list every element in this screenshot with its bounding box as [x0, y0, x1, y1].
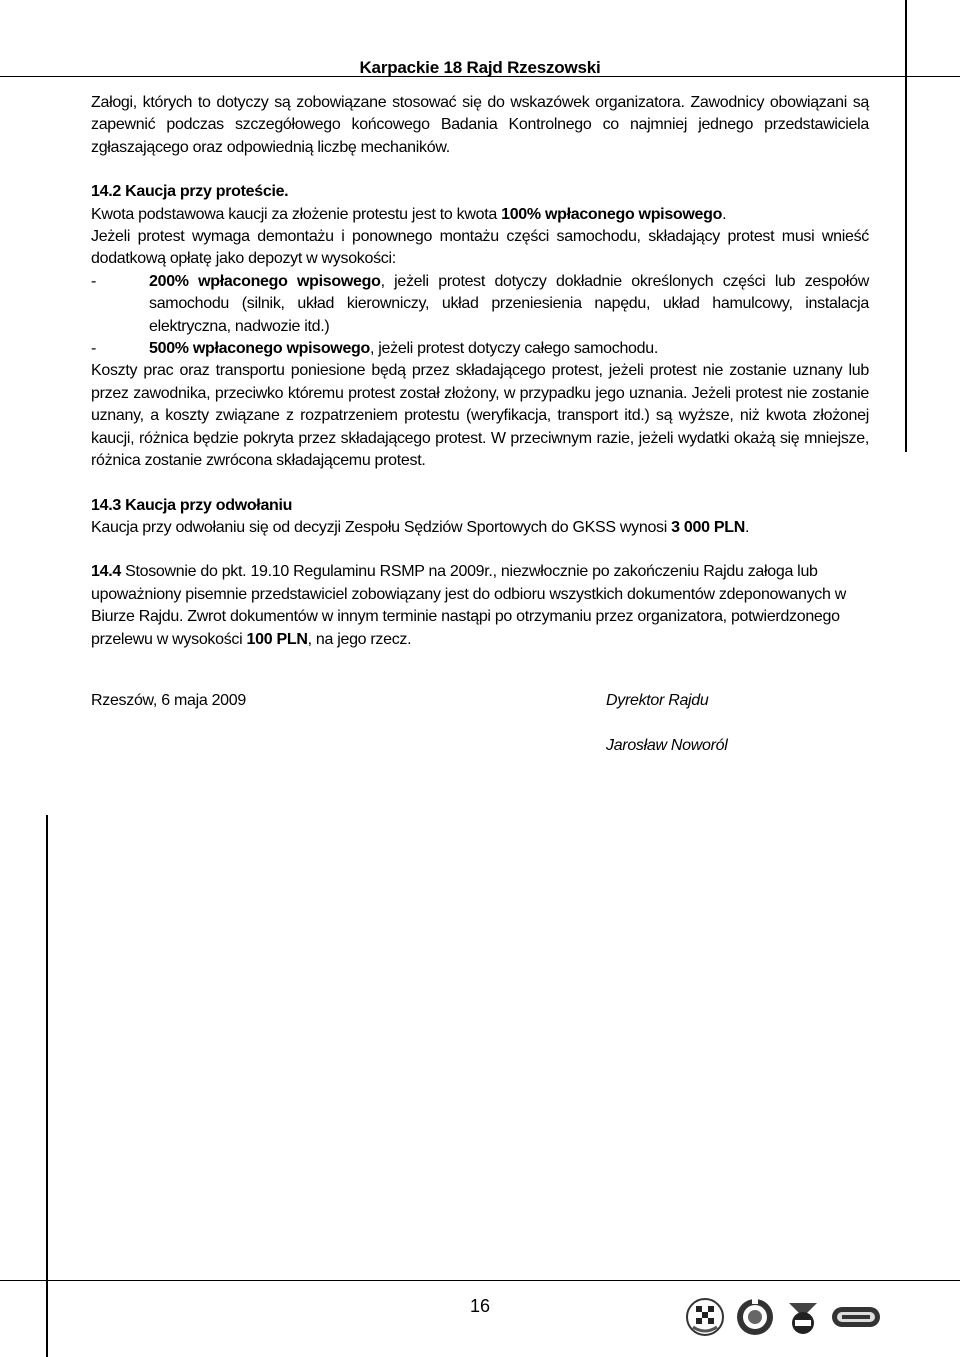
section-14-2-line1: Kwota podstawowa kaucji za złożenie protestu jest to kwota 100% wpłaconego wpisowego.: [91, 205, 727, 223]
footer-rule: [0, 1280, 960, 1281]
page-number: 16: [469, 1296, 491, 1316]
bullet-dash: -: [91, 272, 97, 290]
club-seal-logo: [735, 1297, 775, 1337]
document-header-title: Karpackie 18 Rajd Rzeszowski: [359, 58, 601, 77]
section-14-2-heading: 14.2 Kaucja przy proteście.: [91, 183, 289, 201]
bottom-left-vertical-line: [46, 815, 48, 1357]
section-14-3-text: Kaucja przy odwołaniu się od decyzji Zespołu Sędziów Sportowych do GKSS wynosi 3 000 PLN.: [91, 518, 750, 536]
bullet-item: [91, 271, 869, 338]
bullet-item: [91, 338, 869, 360]
appeal-deposit-amount: 3 000 PLN: [671, 518, 745, 536]
sams-logo: [831, 1304, 881, 1330]
racing-flag-logo: [685, 1297, 725, 1337]
bullet-dash: -: [91, 340, 97, 358]
return-fee-amount: 100 PLN: [246, 630, 308, 648]
signatory-name: Jarosław Noworól: [606, 737, 728, 754]
intro-paragraph: Załogi, których to dotyczy są zobowiązane stosować się do wskazówek organizatora. Zawodnicy obowiązani są zapewnić podczas szczegółowego końcowego Badania Kontrolnego co najmniej jednego przedstawiciela zgłaszającego oraz odpowiednią liczbę mechaników.: [91, 94, 869, 156]
pzm-logo: [785, 1297, 821, 1337]
sponsor-logos: [685, 1297, 881, 1337]
place-and-date: Rzeszów, 6 maja 2009: [91, 692, 246, 709]
section-14-4-number: 14.4: [91, 563, 121, 581]
deposit-base-amount: 100% wpłaconego wpisowego: [501, 205, 723, 223]
document-body: [91, 92, 869, 651]
bullet-text: 200% wpłaconego wpisowego, jeżeli protest dotyczy dokładnie określonych części lub zespołów samochodu (silnik, układ kierowniczy, układ przeniesienia napędu, układ hamulcowy, instalacja elektryczna, nadwozie itd.): [149, 272, 869, 335]
bullet-text: 500% wpłaconego wpisowego, jeżeli protest dotyczy całego samochodu.: [149, 340, 659, 358]
section-14-2-para2: Jeżeli protest wymaga demontażu i ponownego montażu części samochodu, składający protest musi wnieść dodatkową opłatę jako depozyt w wysokości:: [91, 228, 869, 268]
section-14-3-heading: 14.3 Kaucja przy odwołaniu: [91, 496, 293, 514]
signatory-role: Dyrektor Rajdu: [606, 692, 709, 709]
section-14-4-text: 14.4 Stosownie do pkt. 19.10 Regulaminu RSMP na 2009r., niezwłocznie po zakończeniu Rajdu załoga lub upoważniony pisemnie przedstawiciel zobowiązany jest do odbioru wszystkich dokumentów zdeponowanych w Biurze Rajdu. Zwrot dokumentów w innym terminie nastąpi po otrzymaniu przez organizatora, potwierdzonego przelewu w wysokości 100 PLN, na jego rzecz.: [91, 563, 847, 648]
section-14-2-para3: Koszty prac oraz transportu poniesione będą przez składającego protest, jeżeli protest nie zostanie uznany lub przez zawodnika, przeciwko któremu protest został złożony, w przypadku jego uznania. Jeżeli protest nie zostanie uznany, a koszty związane z rozpatrzeniem protestu (weryfikacja, transport itd.) są wyższe, niż kwota złożonej kaucji, różnica będzie pokryta przez składającego protest. W przeciwnym razie, jeżeli wydatki okażą się mniejsze, różnica zostanie zwrócona składającemu protest.: [91, 362, 869, 470]
